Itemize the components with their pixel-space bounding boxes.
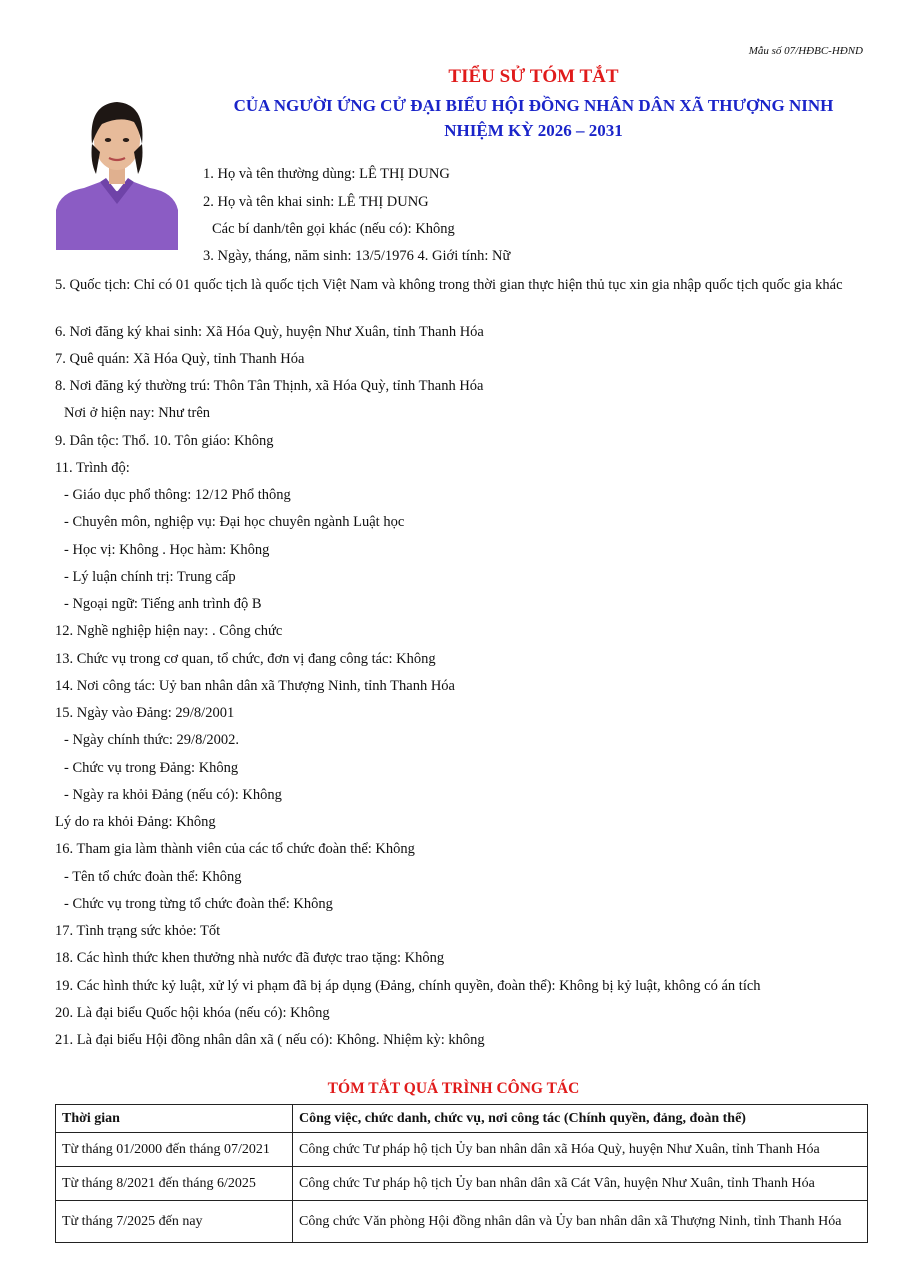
info-line-birth-name: 2. Họ và tên khai sinh: LÊ THỊ DUNG: [203, 194, 429, 210]
info-line-hometown: 7. Quê quán: Xã Hóa Quỳ, tỉnh Thanh Hóa: [55, 351, 305, 367]
info-line-party-position: - Chức vụ trong Đảng: Không: [64, 760, 239, 776]
info-line-nationality: 5. Quốc tịch: Chỉ có 01 quốc tịch là quốc tịch Việt Nam và không trong thời gian thực hiện thủ tục xin gia nhập quốc tịch quốc gia khác: [55, 277, 843, 293]
info-line-party-exit-date: - Ngày ra khỏi Đảng (nếu có): Không: [64, 787, 282, 803]
info-line-foreign-language: - Ngoại ngữ: Tiếng anh trình độ B: [64, 596, 262, 612]
info-line-position: 13. Chức vụ trong cơ quan, tổ chức, đơn vị đang công tác: Không: [55, 651, 436, 667]
document-title: TIỂU SỬ TÓM TẮT: [448, 66, 619, 87]
info-line-birth-registration: 6. Nơi đăng ký khai sinh: Xã Hóa Quỳ, huyện Như Xuân, tỉnh Thanh Hóa: [55, 324, 484, 340]
info-line-party-exit-reason: Lý do ra khỏi Đảng: Không: [55, 814, 216, 830]
work-history-title: TÓM TẮT QUÁ TRÌNH CÔNG TÁC: [327, 1080, 580, 1097]
cell-time: Từ tháng 8/2021 đến tháng 6/2025: [56, 1167, 293, 1201]
document-term: NHIỆM KỲ 2026 – 2031: [444, 121, 623, 140]
cell-work: Công chức Văn phòng Hội đồng nhân dân và Ủy ban nhân dân xã Thượng Ninh, tỉnh Thanh Hóa: [293, 1201, 868, 1243]
info-line-party-official-date: - Ngày chính thức: 29/8/2002.: [64, 732, 239, 748]
cell-work: Công chức Tư pháp hộ tịch Ủy ban nhân dân xã Cát Vân, huyện Như Xuân, tỉnh Thanh Hóa: [293, 1167, 868, 1201]
info-line-organization-position: - Chức vụ trong từng tổ chức đoàn thể: Không: [64, 896, 333, 912]
info-line-current-residence: Nơi ở hiện nay: Như trên: [64, 405, 211, 421]
info-line-political-theory: - Lý luận chính trị: Trung cấp: [64, 569, 236, 585]
table-row: [56, 1201, 868, 1243]
document-subtitle: CỦA NGƯỜI ỨNG CỬ ĐẠI BIỂU HỘI ĐỒNG NHÂN DÂN XÃ THƯỢNG NINH: [233, 96, 834, 115]
info-line-degree: - Học vị: Không . Học hàm: Không: [64, 542, 270, 558]
work-history-table: [55, 1104, 868, 1243]
info-line-ethnicity-religion: 9. Dân tộc: Thổ. 10. Tôn giáo: Không: [55, 433, 274, 449]
portrait-icon: [56, 92, 178, 250]
cell-time: Từ tháng 7/2025 đến nay: [56, 1201, 293, 1243]
form-code: Mẫu số 07/HĐBC-HĐND: [748, 45, 863, 57]
candidate-photo: [56, 92, 178, 250]
info-line-organizations: 16. Tham gia làm thành viên của các tổ chức đoàn thể: Không: [55, 841, 415, 857]
info-line-general-education: - Giáo dục phổ thông: 12/12 Phổ thông: [64, 487, 291, 503]
info-line-name: 1. Họ và tên thường dùng: LÊ THỊ DUNG: [203, 166, 450, 182]
info-line-council-delegate: 21. Là đại biểu Hội đồng nhân dân xã ( nếu có): Không. Nhiệm kỳ: không: [55, 1032, 485, 1048]
info-line-specialty: - Chuyên môn, nghiệp vụ: Đại học chuyên ngành Luật học: [64, 514, 405, 530]
info-line-discipline: 19. Các hình thức kỷ luật, xử lý vi phạm đã bị áp dụng (Đảng, chính quyền, đoàn thể): Không bị kỷ luật, không có án tích: [55, 978, 761, 994]
info-line-health: 17. Tình trạng sức khỏe: Tốt: [55, 923, 221, 939]
table-row: [56, 1133, 868, 1167]
info-line-national-assembly: 20. Là đại biểu Quốc hội khóa (nếu có): Không: [55, 1005, 330, 1021]
column-header-time: Thời gian: [56, 1105, 293, 1133]
cell-work: Công chức Tư pháp hộ tịch Ủy ban nhân dân xã Hóa Quỳ, huyện Như Xuân, tỉnh Thanh Hóa: [293, 1133, 868, 1167]
info-line-occupation: 12. Nghề nghiệp hiện nay: . Công chức: [55, 623, 283, 639]
table-header-row: [56, 1105, 868, 1133]
info-line-alias: Các bí danh/tên gọi khác (nếu có): Không: [212, 221, 455, 237]
info-line-dob-gender: 3. Ngày, tháng, năm sinh: 13/5/1976 4. Giới tính: Nữ: [203, 248, 511, 264]
info-line-party-join-date: 15. Ngày vào Đảng: 29/8/2001: [55, 705, 235, 721]
cell-time: Từ tháng 01/2000 đến tháng 07/2021: [56, 1133, 293, 1167]
column-header-work: Công việc, chức danh, chức vụ, nơi công tác (Chính quyền, đảng, đoàn thể): [293, 1105, 868, 1133]
info-line-education-heading: 11. Trình độ:: [55, 460, 130, 476]
table-row: [56, 1167, 868, 1201]
info-line-workplace: 14. Nơi công tác: Uỷ ban nhân dân xã Thượng Ninh, tỉnh Thanh Hóa: [55, 678, 455, 694]
info-line-awards: 18. Các hình thức khen thưởng nhà nước đã được trao tặng: Không: [55, 950, 445, 966]
info-line-organization-name: - Tên tổ chức đoàn thể: Không: [64, 869, 242, 885]
info-line-permanent-residence: 8. Nơi đăng ký thường trú: Thôn Tân Thịnh, xã Hóa Quỳ, tỉnh Thanh Hóa: [55, 378, 484, 394]
